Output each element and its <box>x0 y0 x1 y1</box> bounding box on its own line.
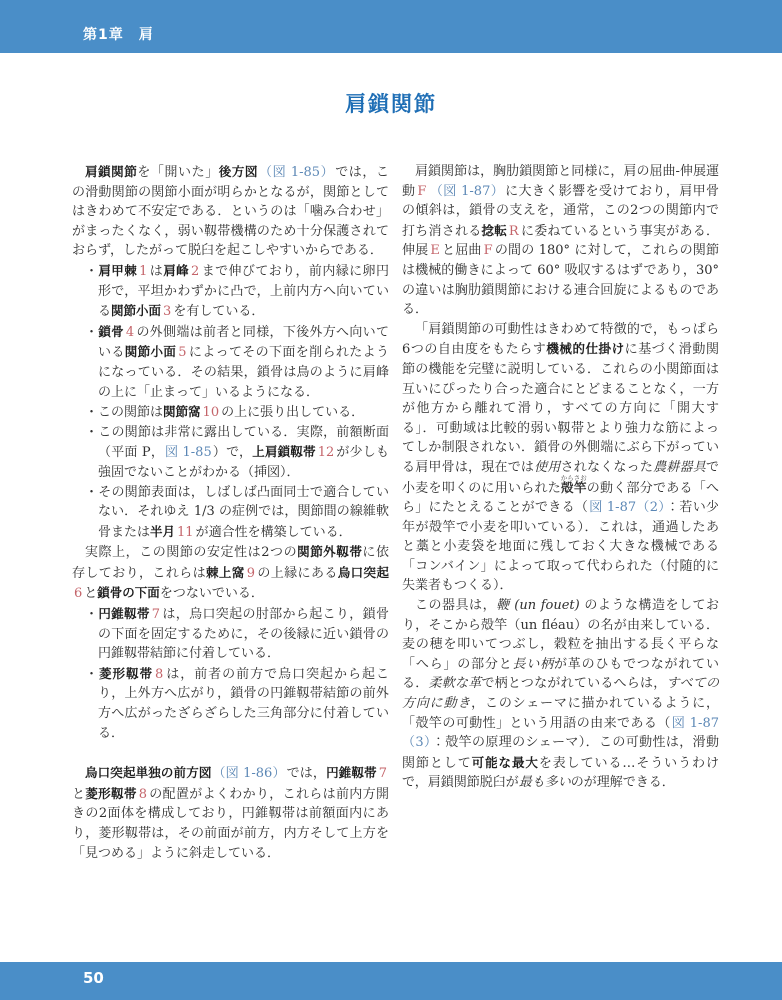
text-segment: 棘上窩 <box>205 564 245 580</box>
text-segment: 関節小面 <box>111 303 162 319</box>
text-segment: 菱形靱帯 <box>99 665 153 681</box>
text-segment: （図 1-85） <box>259 165 335 180</box>
text-segment: では，この滑動関節の関節小面が明らかとなるが，関節としてはきわめて不安定である．というのは「噛み合わせ」がまったくなく，弱い靱帯機構のため十分保護されておらず，したがって脱臼を起こしやすいからである． <box>72 165 389 259</box>
text-segment: に基づく滑動関節の機能を完璧に説明している．これらの小関節面は互いにぴったり合った適合にとどまることなく，一方が他方から離れて滑り，すべての方向に「開大する」．可動域は比較的弱い靱帯とより強力な筋によってしか制限されない．鎖骨の外側端にぶら下がっている肩甲骨は，現在では <box>402 342 719 475</box>
text-segment: 半月 <box>150 523 176 539</box>
bullet-marker: ・ <box>85 324 99 340</box>
text-segment: 図 1-85 <box>165 445 212 461</box>
text-segment: 肩鎖関節は，胸肋鎖関節と同様に，肩の屈曲-伸展運動 <box>402 164 719 199</box>
text-segment: ）で， <box>212 445 253 461</box>
text-segment: 11 <box>177 524 194 540</box>
text-segment: は，烏口突起の肘部から起こり，鎖骨の下面を固定するために，その後縁に近い鎖骨の円錐靱帯結節に付着している． <box>98 607 389 662</box>
text-segment: と <box>72 786 86 802</box>
text-segment: 図 1-87（2） <box>589 500 666 516</box>
text-segment: で柄とつながれているへらは， <box>481 676 667 692</box>
text-segment: が適合性を構築している． <box>195 524 352 540</box>
text-columns <box>72 162 718 863</box>
paragraph <box>72 664 389 743</box>
text-segment: は，前者の前方で烏口突起から起こり，上外方へ広がり，鎖骨の円錐靱帯結節の前外方へ広がったざらざらした三角部分に付着している． <box>98 666 389 741</box>
paragraph <box>72 162 389 261</box>
text-segment: 1 <box>139 263 148 279</box>
bullet-marker: ・ <box>85 405 99 421</box>
text-segment: に大きく影響を受けており，肩甲骨の傾斜は，鎖骨の支えを，通常，この2つの関節内で打ち消される <box>402 183 719 239</box>
text-segment: この関節は <box>98 405 164 421</box>
left-column <box>72 162 389 863</box>
text-segment: 6 <box>74 586 83 602</box>
page-title: 肩鎖関節 <box>345 92 437 116</box>
text-segment: 8 <box>154 666 164 682</box>
paragraph <box>72 604 389 664</box>
text-segment: 10 <box>202 405 220 421</box>
text-segment: 長い柄 <box>512 656 554 672</box>
bullet-marker: ・ <box>85 666 99 682</box>
text-segment: 柔軟な革 <box>428 676 482 692</box>
text-segment: 肩甲棘 <box>98 262 138 278</box>
text-segment: の上縁にある <box>256 565 338 581</box>
text-segment: 後方図 <box>218 164 259 179</box>
text-segment: 殻竿からさお <box>560 473 587 495</box>
text-segment: 図 1-87（3） <box>402 715 719 751</box>
paragraph <box>402 596 719 793</box>
text-segment: 円錐靱帯 <box>326 765 377 781</box>
text-segment: 関節外靱帯 <box>297 544 363 560</box>
text-segment: 関節小面 <box>124 344 177 360</box>
bullet-marker: ・ <box>85 424 99 440</box>
text-segment: 円錐靱帯 <box>98 606 150 622</box>
text-segment: F <box>483 243 493 259</box>
text-segment: 12 <box>317 445 335 461</box>
text-segment: を有している． <box>173 304 265 320</box>
paragraph <box>72 483 389 543</box>
bullet-marker: ・ <box>85 484 99 500</box>
text-segment: の上に張り出している． <box>221 405 365 421</box>
text-segment: のが理解できる． <box>570 775 675 791</box>
text-segment: 鎖骨 <box>98 323 124 339</box>
text-segment: は <box>149 263 164 279</box>
text-segment: のような構造をしており，そこから殻竿（un fléau）の名が由来している．麦の穂を叩いてつぶし，穀粒を抽出する長く平らな「へら」の部分と <box>402 598 719 672</box>
text-segment: で小麦を叩くのに用いられた <box>402 459 719 496</box>
text-segment: （図 1-87） <box>429 183 505 199</box>
text-segment: 鎖骨の下面 <box>97 585 160 601</box>
text-segment: F <box>417 183 427 199</box>
text-segment: 捻転 <box>481 222 507 238</box>
text-segment: 鞭 (un fouet) <box>496 598 585 614</box>
text-segment: すべての方向に動き <box>402 676 719 712</box>
text-segment: 「肩鎖関節の可動性はきわめて特徴的で，もっぱら6つの自由度をもたらす <box>402 321 719 358</box>
text-segment: では， <box>286 766 327 782</box>
text-segment: その関節表面は，しばしば凸面同士で適合していない．それゆえ 1/3 の症例では，関節間の線維軟骨または <box>98 484 389 540</box>
text-segment: 使用 <box>534 459 561 475</box>
text-segment: と <box>84 586 98 602</box>
text-segment: ，このシェーマに描かれているように，「殻竿の可動性」という用語の由来である（ <box>402 696 719 731</box>
text-segment: まで伸びており，前内縁に卵円形で，平坦かわずかに凸で，上前内方へ向いている <box>98 263 389 320</box>
paragraph <box>402 320 719 596</box>
paragraph <box>72 763 389 863</box>
text-segment: 4 <box>125 324 135 340</box>
text-segment: を表している…そういうわけで，肩鎖関節脱臼が <box>402 755 719 791</box>
text-segment: 7 <box>151 607 161 623</box>
page-footer-band <box>0 962 782 1000</box>
text-segment: この関節は非常に露出している．実際，前額断面（平面 P， <box>98 424 389 461</box>
text-segment: （図 1-86） <box>212 766 286 782</box>
text-segment: 上肩鎖靱帯 <box>252 444 316 460</box>
text-segment: 最も多い <box>518 775 571 791</box>
text-segment: に委ねているという事実がある．伸展 <box>402 223 719 259</box>
text-segment: と屈曲 <box>441 243 482 259</box>
text-segment: 機械的仕掛け <box>546 341 625 357</box>
text-segment: の間の 180° に対して，これらの関節は機械的働きによって 60° 吸収するはずであり，30° の違いは胸肋鎖関節における連合回旋によるものである． <box>402 243 719 318</box>
paragraph <box>72 542 389 604</box>
text-segment: が革のひもでつながれている． <box>402 656 719 692</box>
text-segment: 3 <box>163 304 172 320</box>
text-segment: をつないでいる． <box>159 586 264 602</box>
text-segment: 烏口突起 <box>337 564 389 580</box>
text-segment: 5 <box>178 345 187 361</box>
right-column <box>402 162 719 863</box>
paragraph <box>402 162 719 320</box>
text-segment: ：若い少年が殻竿で小麦を叩いている）．これは，通過したあと藁と小麦袋を地面に残しておく大きな機械である「コンバイン」によって取って代わられた（付随的に失業者もつくる）． <box>402 500 719 594</box>
text-segment: 2 <box>191 263 200 279</box>
text-segment: E <box>430 243 440 259</box>
text-segment: 9 <box>246 565 255 581</box>
text-segment: の配置がよくわかり，これらは前内方開きの2面体を構成しており，円錐靱帯は前額面内にあり，菱形靱帯は，その前面が前方，内方そして上方を「見つめる」ように斜走している． <box>72 786 389 861</box>
paragraph <box>72 423 389 483</box>
chapter-label: 第1章 肩 <box>83 27 154 43</box>
text-segment: 烏口突起単独の前方図 <box>85 765 212 781</box>
bullet-marker: ・ <box>85 263 99 279</box>
paragraph <box>72 261 389 322</box>
text-segment: を「開いた」 <box>137 165 219 180</box>
text-segment: 農耕器具 <box>653 459 706 475</box>
text-segment: 菱形靱帯 <box>85 785 137 801</box>
paragraph <box>72 322 389 402</box>
text-segment: 8 <box>138 786 147 802</box>
text-segment: R <box>508 223 519 239</box>
text-segment: この器具は， <box>415 598 497 614</box>
text-segment: 7 <box>378 766 387 782</box>
paragraph <box>72 402 389 423</box>
text-segment: ：殻竿の原理のシェーマ）．この可動性は，滑動関節として <box>402 735 719 771</box>
text-segment: 関節窩 <box>163 404 201 420</box>
bullet-marker: ・ <box>85 607 99 623</box>
text-segment: によってその下面を削られたようになっている．その結果，鎖骨は鳥のように肩峰の上に「止まって」いるようになる． <box>98 345 389 400</box>
text-segment: に依存しており，これらは <box>72 545 389 581</box>
text-segment: されなくなった <box>560 459 654 475</box>
text-segment: の外側端は前者と同様，下後外方へ向いている <box>98 324 389 361</box>
text-segment: 肩峰 <box>163 262 190 278</box>
text-segment: 可能な最大 <box>471 754 539 770</box>
text-segment: の動く部分である「へら」にたとえることができる（ <box>402 480 719 516</box>
text-segment: が少しも強固でないことがわかる（挿図）． <box>98 445 389 480</box>
text-segment: 肩鎖関節 <box>85 164 138 179</box>
page-number: 50 <box>83 969 104 987</box>
text-segment: 実際上，この関節の安定性は2つの <box>85 545 298 561</box>
chapter-header-band <box>0 0 782 53</box>
